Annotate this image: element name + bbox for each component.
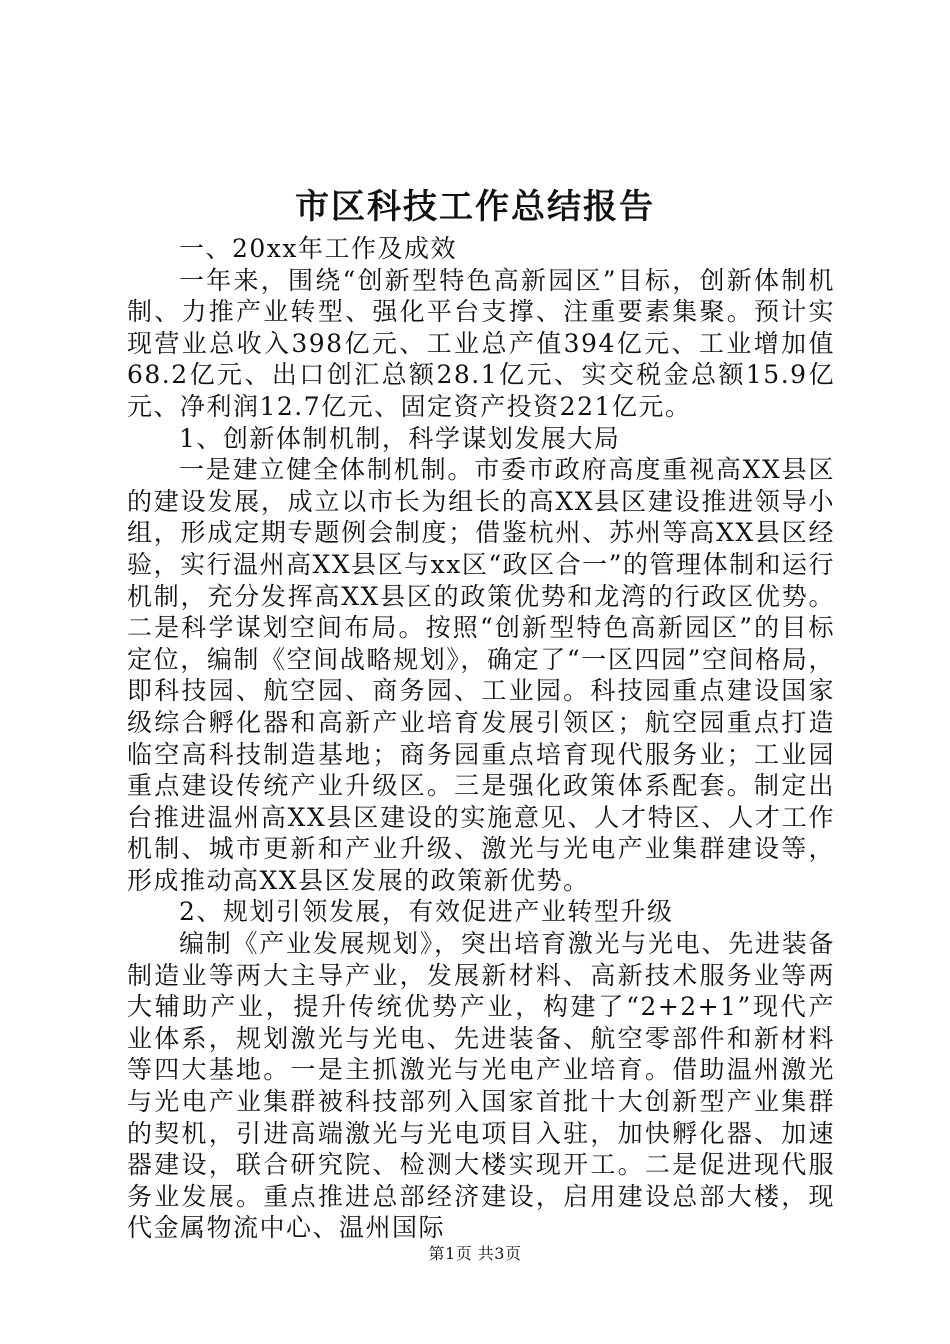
section-heading: 1、创新体制机制，科学谋划发展大局: [179, 423, 621, 453]
section-heading: 2、规划引领发展，有效促进产业转型升级: [179, 897, 674, 927]
document-title: 市区科技工作总结报告: [295, 187, 655, 227]
body-paragraph: 一是建立健全体制机制。市委市政府高度重视高XX县区的建设发展，成立以市长为组长的高XX县区建设推进领导小组，形成定期专题例会制度；借鉴杭州、苏州等高XX县区经验，实行温州高XX县区与xx区“政区合一”的管理体制和运行机制，充分发挥高XX县区的政策优势和龙湾的行政区优势。二是科学谋划空间布局。按照“创新型特色高新园区”的目标定位，编制《空间战略规划》，确定了“一区四园”空间格局，即科技园、航空园、商务园、工业园。科技园重点建设国家级综合孵化器和高新产业培育发展引领区；航空园重点打造临空高科技制造基地；商务园重点培育现代服务业；工业园重点建设传统产业升级区。三是强化政策体系配套。制定出台推进温州高XX县区建设的实施意见、人才特区、人才工作机制、城市更新和产业升级、激光与光电产业集群建设等，形成推动高XX县区发展的政策新优势。: [127, 455, 835, 895]
body-paragraph: 一年来，围绕“创新型特色高新园区”目标，创新体制机制、力推产业转型、强化平台支撑、注重要素集聚。预计实现营业总收入398亿元、工业总产值394亿元、工业增加值68.2亿元、出口创汇总额28.1亿元、实交税金总额15.9亿元、净利润12.7亿元、固定资产投资221亿元。: [127, 265, 835, 421]
document-body: [127, 233, 835, 1244]
section-heading: 一、20xx年工作及成效: [179, 234, 458, 263]
page-number-footer: 第1页 共3页: [428, 1244, 522, 1263]
body-paragraph: 编制《产业发展规划》，突出培育激光与光电、先进装备制造业等两大主导产业，发展新材料、高新技术服务业等两大辅助产业，提升传统优势产业，构建了“2+2+1”现代产业体系，规划激光与光电、先进装备、航空零部件和新材料等四大基地。一是主抓激光与光电产业培育。借助温州激光与光电产业集群被科技部列入国家首批十大创新型产业集群的契机，引进高端激光与光电项目入驻，加快孵化器、加速器建设，联合研究院、检测大楼实现开工。二是促进现代服务业发展。重点推进总部经济建设，启用建设总部大楼，现代金属物流中心、温州国际: [127, 929, 835, 1243]
